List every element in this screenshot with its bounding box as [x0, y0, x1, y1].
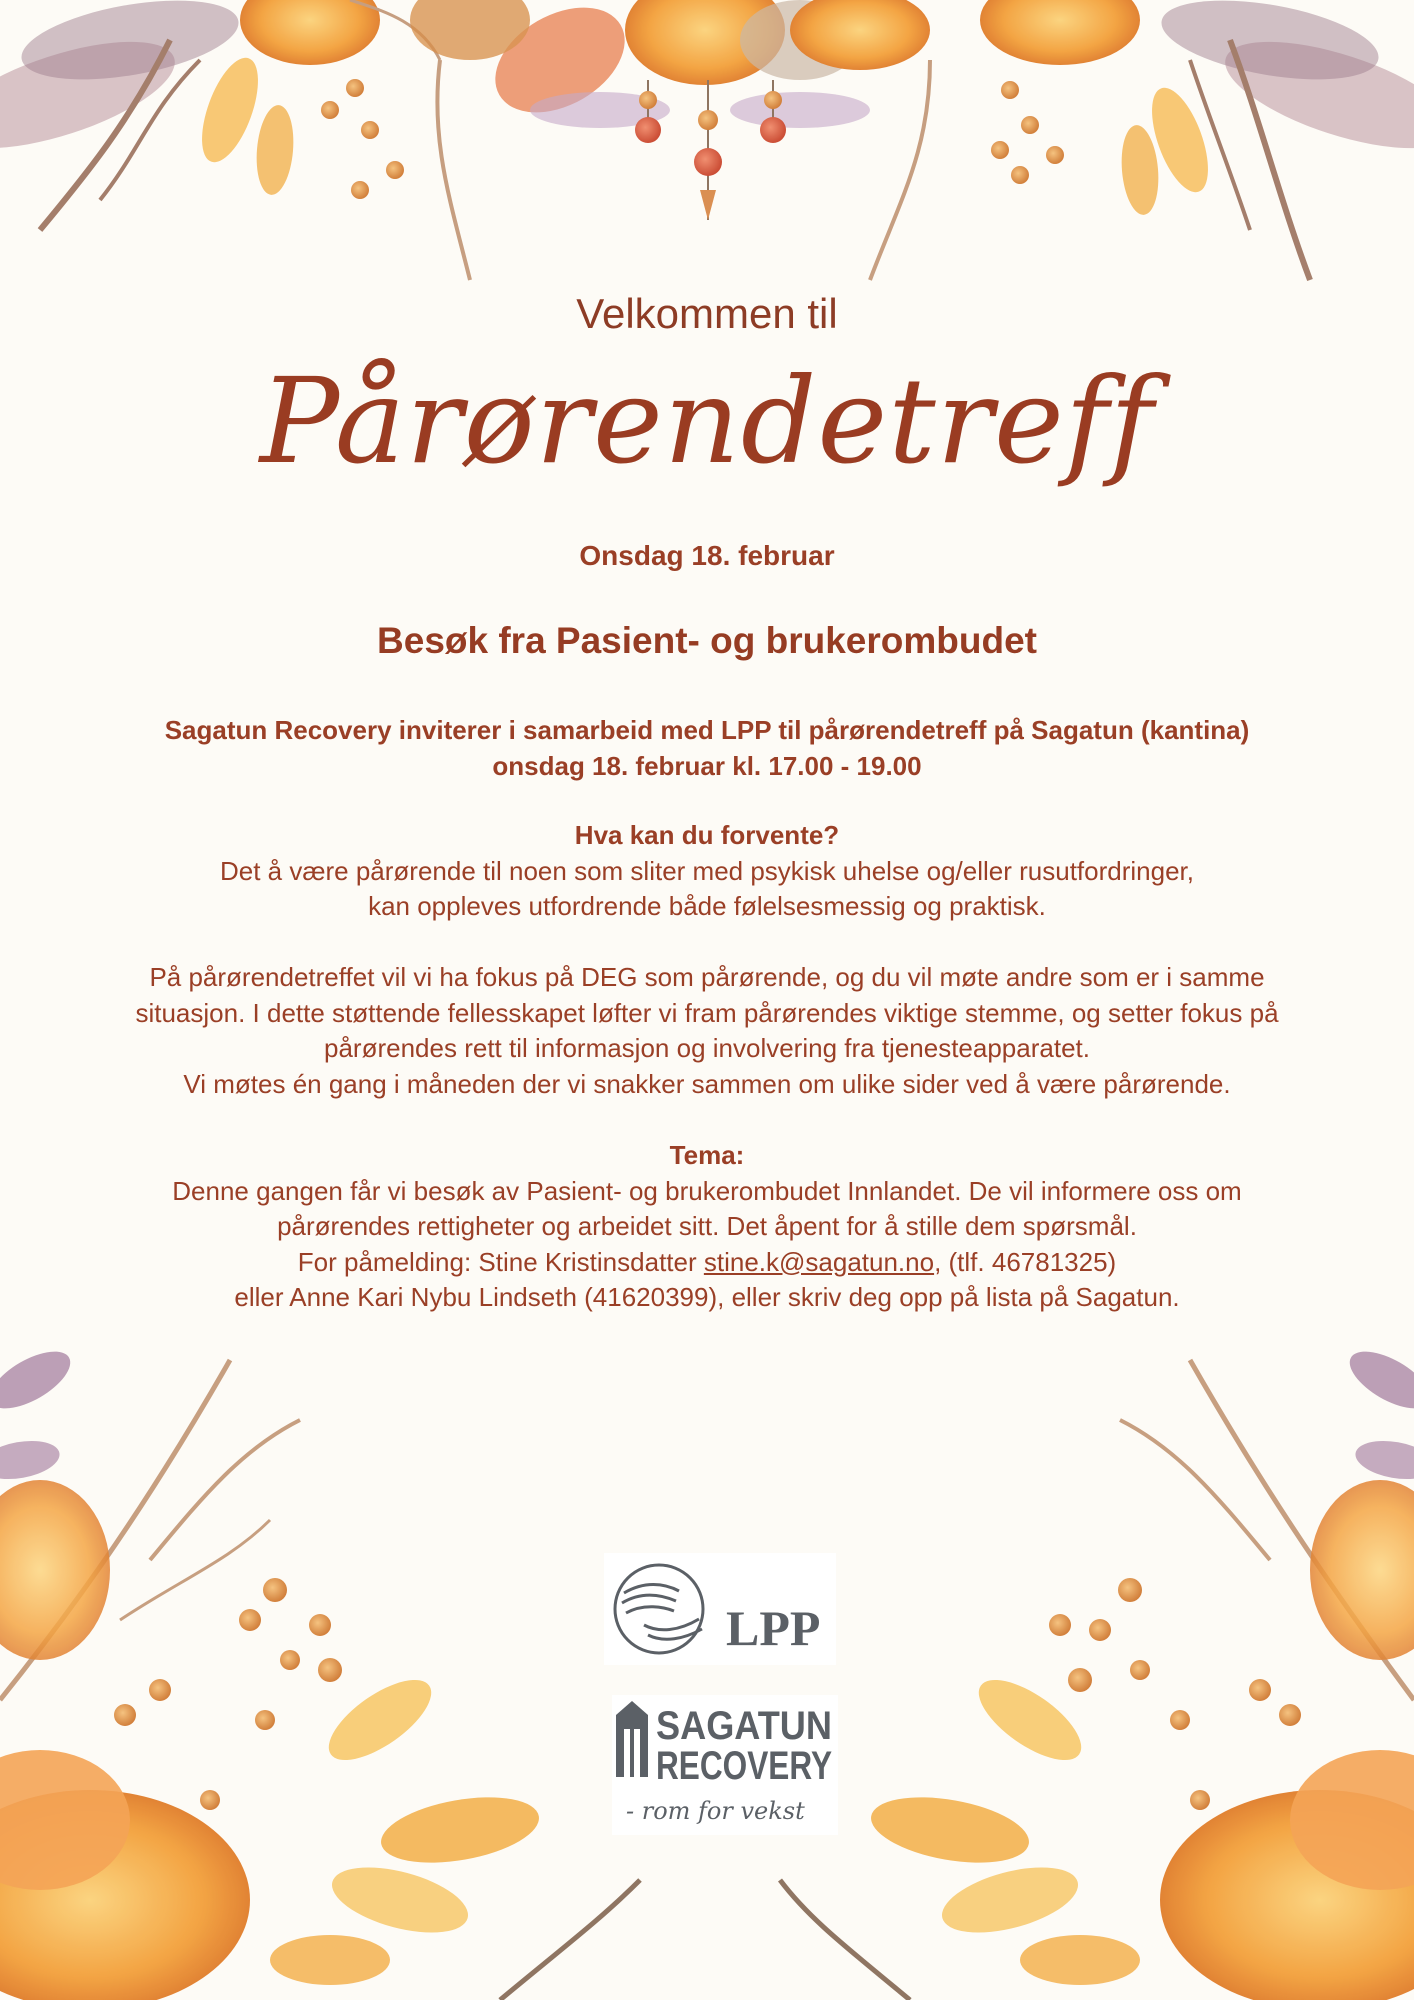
theme-section	[80, 1138, 1334, 1316]
top-left-floral	[0, 0, 470, 280]
invitation-text	[0, 712, 1414, 784]
focus-line-4: Vi møtes én gang i måneden der vi snakker sammen om ulike sider ved å være pårørende.	[183, 1068, 1231, 1099]
sagatun-logo-line2: RECOVERY	[656, 1744, 833, 1788]
theme-line-4: eller Anne Kari Nybu Lindseth (41620399), eller skriv deg opp på lista på Sagatun.	[234, 1282, 1180, 1312]
focus-line-1: På pårørendetreffet vil vi ha fokus på DEG som pårørende, og du vil møte andre som er i samme	[149, 962, 1265, 992]
top-right-floral	[870, 0, 1414, 280]
focus-line-3: pårørendes rett til informasjon og involvering fra tjenesteapparatet.	[324, 1033, 1090, 1063]
expectations-section	[80, 818, 1334, 925]
expectations-line-2: kan oppleves utfordrende både følelsesmessig og praktisk.	[368, 891, 1046, 921]
focus-line-2: situasjon. I dette støttende fellesskapet løfter vi fram pårørendes viktige stemme, og setter fokus på	[135, 997, 1279, 1028]
welcome-text: Velkommen til	[576, 290, 838, 337]
signup-suffix: , (tlf. 46781325)	[934, 1246, 1117, 1277]
lpp-logo-text: LPP	[726, 1600, 821, 1656]
sagatun-logo-line1: SAGATUN	[656, 1704, 832, 1748]
signup-line	[80, 1245, 1334, 1281]
theme-heading: Tema:	[669, 1140, 745, 1170]
page-title: Pårørendetreff	[259, 352, 1155, 490]
signup-prefix: For påmelding: Stine Kristinsdatter	[297, 1246, 704, 1277]
focus-section	[80, 960, 1334, 1102]
sagatun-logo-tagline: - rom for vekst	[626, 1797, 805, 1825]
bottom-left-floral	[0, 1340, 640, 2000]
theme-line-1: Denne gangen får vi besøk av Pasient- og brukerombudet Innlandet. De vil informere oss om	[172, 1175, 1242, 1206]
lpp-logo	[604, 1553, 836, 1665]
invitation-line-1: Sagatun Recovery inviterer i samarbeid med LPP til pårørendetreff på Sagatun (kantina)	[164, 715, 1250, 745]
signup-email-link[interactable]: stine.k@sagatun.no	[703, 1246, 935, 1277]
bottom-right-floral	[780, 1340, 1414, 2000]
expectations-line-1: Det å være pårørende til noen som sliter med psykisk uhelse og/eller rusutfordringer,	[220, 855, 1194, 886]
theme-line-2: pårørendes rettigheter og arbeidet sitt. Det åpent for å stille dem spørsmål.	[277, 1211, 1137, 1241]
top-center-floral	[410, 0, 930, 220]
event-date: Onsdag 18. februar	[579, 540, 835, 571]
invitation-line-2: onsdag 18. februar kl. 17.00 - 19.00	[492, 751, 922, 781]
expectations-heading: Hva kan du forvente?	[574, 820, 840, 850]
event-headline: Besøk fra Pasient- og brukerombudet	[377, 620, 1037, 661]
sagatun-recovery-logo	[612, 1695, 838, 1835]
